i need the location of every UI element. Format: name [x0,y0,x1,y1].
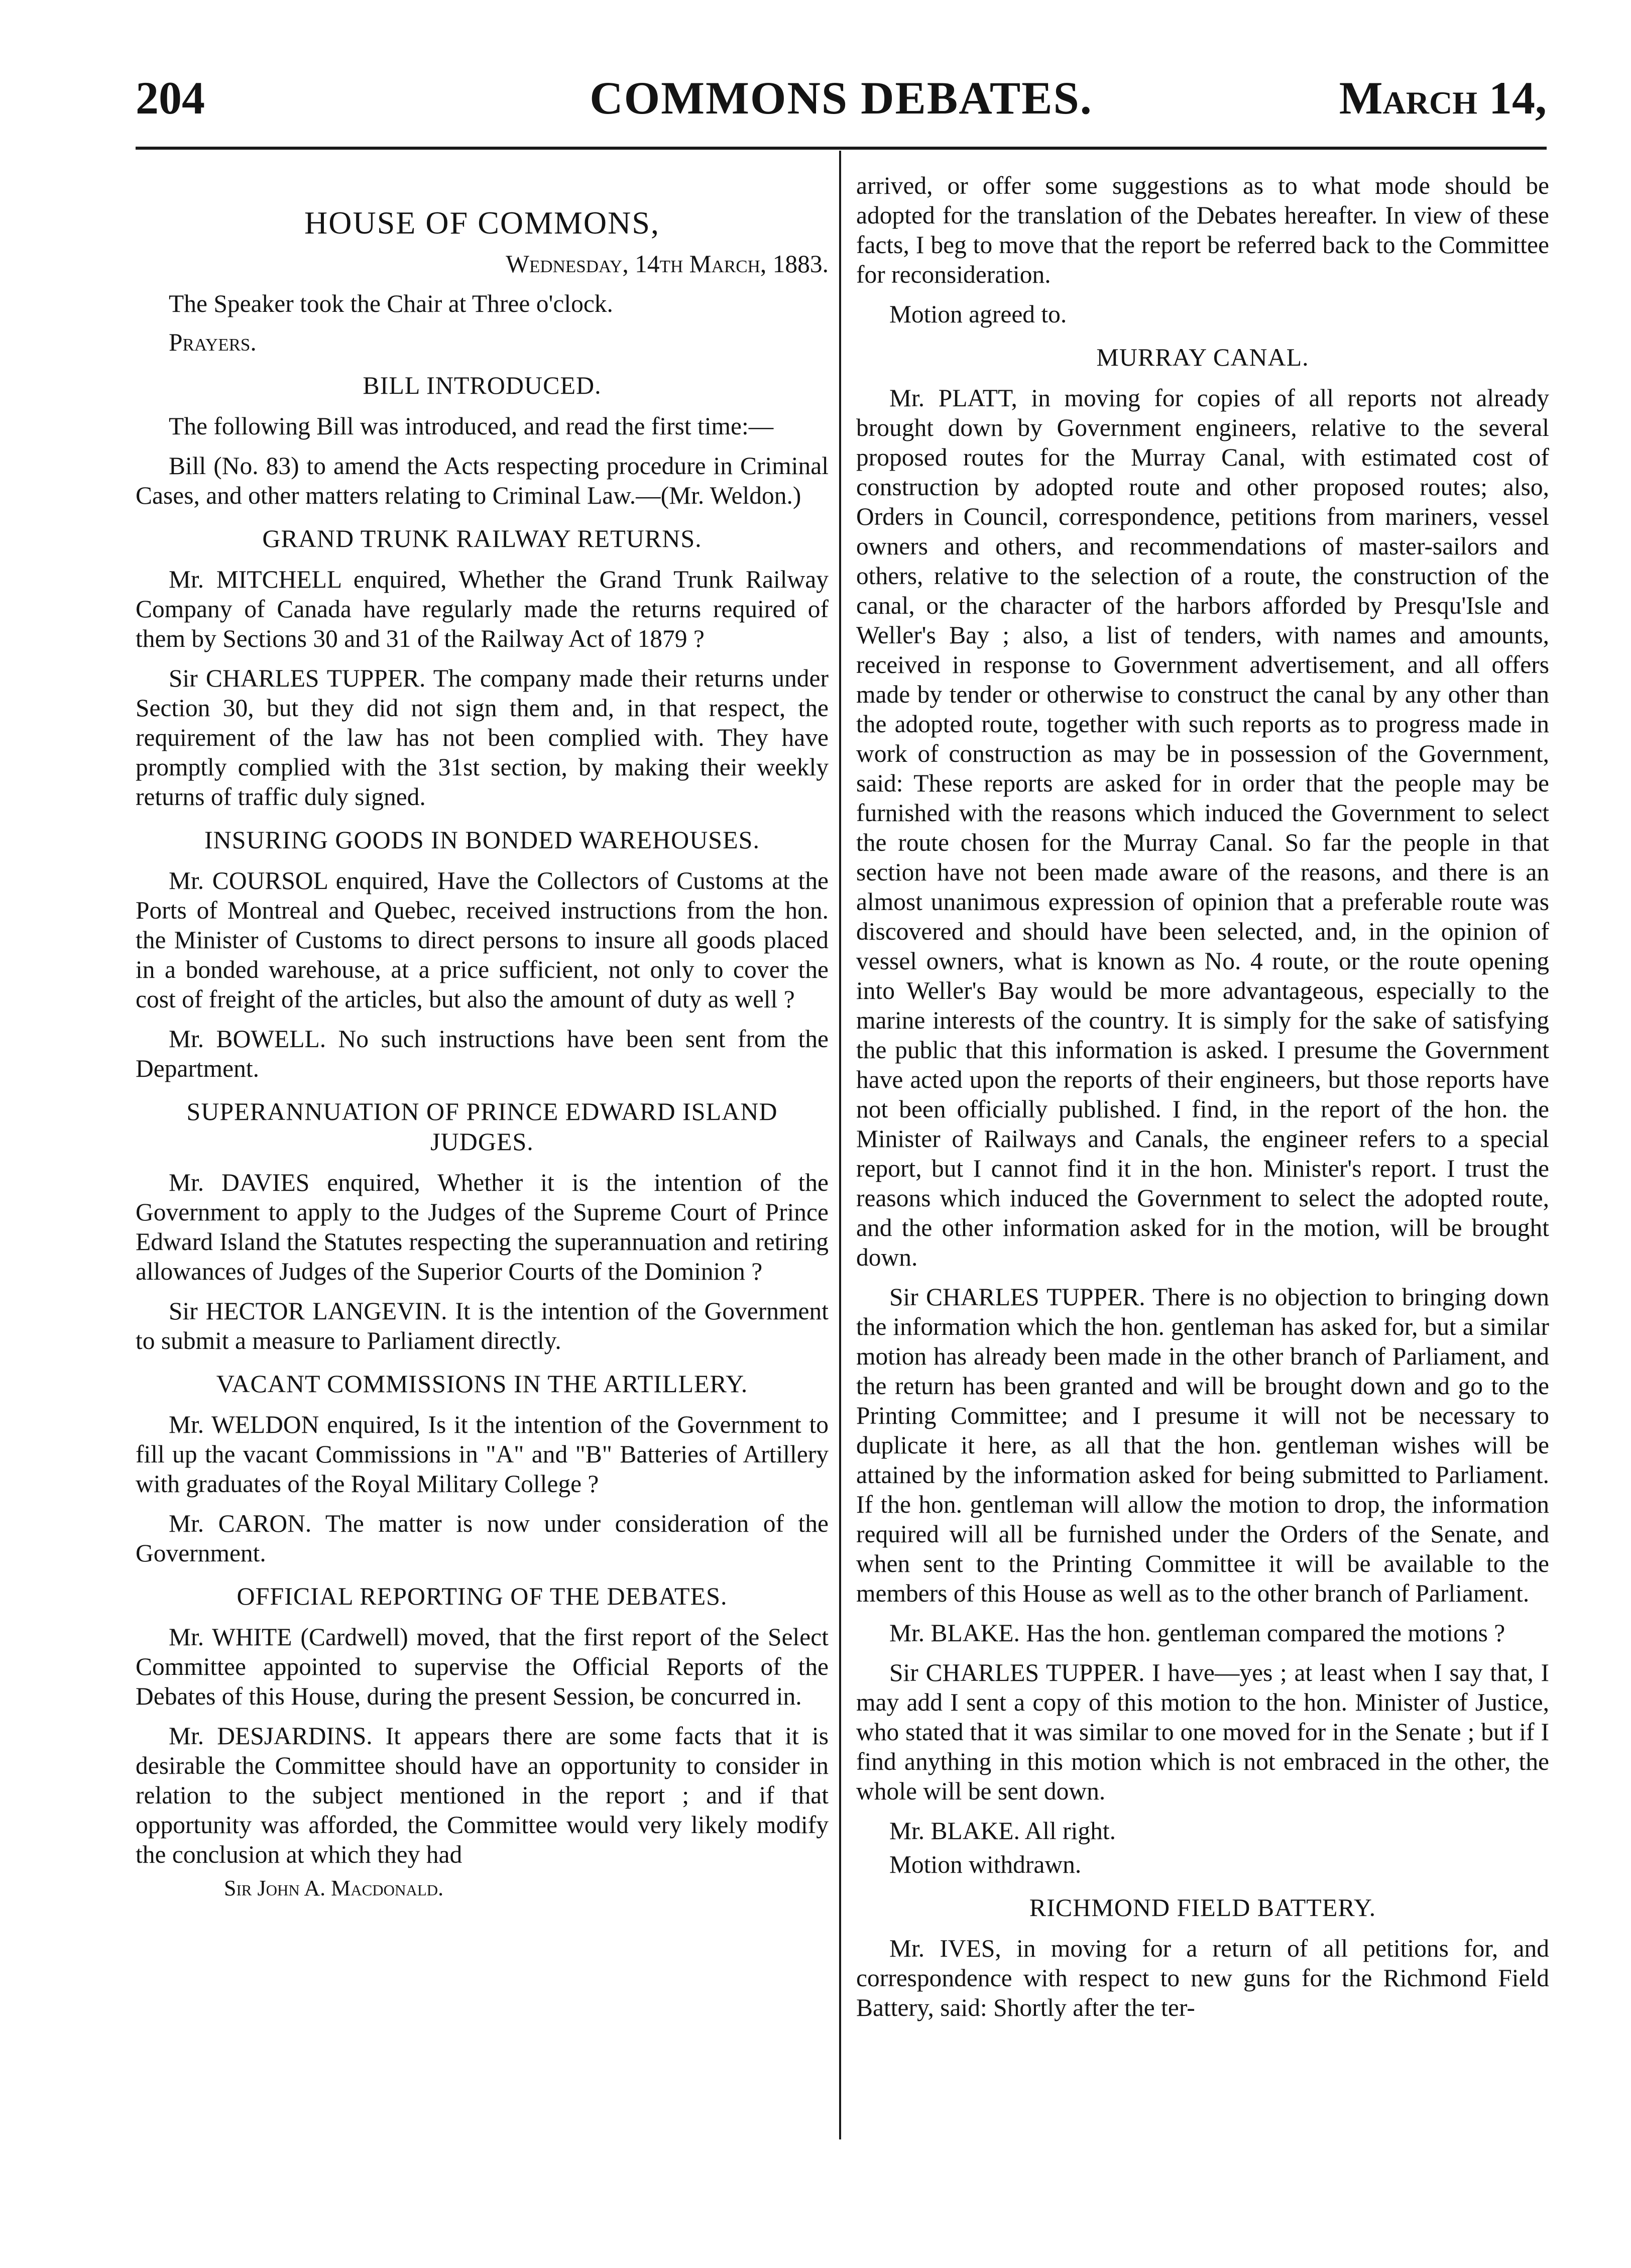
house-title: HOUSE OF COMMONS, [304,205,660,241]
page-number: 204 [136,72,205,124]
speaker-line: The Speaker took the Chair at Three o'clock. [169,290,613,317]
paragraph: Mr. BOWELL. No such instructions have been sent from the Department. [136,1025,829,1082]
section-heading: MURRAY CANAL. [1096,343,1309,371]
prayers-label: Prayers. [169,328,257,356]
paragraph: Mr. DESJARDINS. It appears there are some facts that it is desirable the Committee should have an opportunity to consider in relation to the subject mentioned in the report ; and if that opportunity was afforded, the Committee would very likely modify the conclusion at which they had [136,1722,829,1868]
sitting-date: Wednesday, 14th March, 1883. [506,250,829,278]
left-column [136,171,829,1913]
paragraph: Mr. PLATT, in moving for copies of all reports not already brought down by Government engineers, relative to the several proposed routes for the Murray Canal, with estimated cost of construction by adopted route and other proposed routes; also, Orders in Council, correspondence, petitions from mariners, vessel owners and others, and recommendations of master-sailors and others, relative to the selection of a route, the construction of the canal, or the character of the harbors afforded by Presqu'Isle and Weller's Bay ; also, a list of tenders, with names and amounts, received in response to Government advertisement, and all offers made by tender or otherwise to construct the canal by any other than the adopted route, together with such reports as to progress made in work of construction as may be in possession of the Government, said: These reports are asked for in order that the people may be furnished with the reasons which induced the Government to select the route chosen for the Murray Canal. So far the people in that section have not been made aware of the reasons, and there is an almost unanimous expression of opinion that a preferable route was discovered and should have been selected, and, in the opinion of vessel owners, what is known as No. 4 route, or the route opening into Weller's Bay would be more advantageous, especially to the marine interests of the country. It is simply for the sake of satisfying the public that this information is asked. I presume the Government have acted upon the reports of their engineers, but those reports have not been officially published. I find, in the report of the hon. the Minister of Railways and Canals, the engineer refers to a special report, but I cannot find it in the hon. Minister's report. I trust the reasons which induced the Government to select the adopted route, and the other information asked for in the motion, will be brought down. [856,384,1549,1271]
section-heading: GRAND TRUNK RAILWAY RETURNS. [262,524,702,552]
paragraph: Motion agreed to. [889,300,1067,328]
right-column [856,171,1549,2032]
speaker-signoff: Sir John A. Macdonald. [224,1876,444,1900]
section-heading: VACANT COMMISSIONS IN THE ARTILLERY. [216,1370,748,1398]
paragraph: Motion withdrawn. [889,1851,1082,1878]
paragraph: The following Bill was introduced, and read the first time:— [169,412,774,440]
section-heading: SUPERANNUATION OF PRINCE EDWARD ISLAND JUDGES. [186,1097,778,1156]
paragraph: Mr. COURSOL enquired, Have the Collectors of Customs at the Ports of Montreal and Quebec, received instructions from the hon. the Minister of Customs to direct persons to insure all goods placed in a bonded warehouse, at a price sufficient, not only to cover the cost of freight of the articles, but also the amount of duty as well ? [136,867,829,1013]
section-heading: OFFICIAL REPORTING OF THE DEBATES. [237,1582,728,1610]
paragraph: Mr. WELDON enquired, Is it the intention of the Government to fill up the vacant Commissions in "A" and "B" Batteries of Artillery with graduates of the Royal Military College ? [136,1411,829,1498]
section-heading: BILL INTRODUCED. [363,371,602,399]
paragraph: Mr. BLAKE. Has the hon. gentleman compared the motions ? [889,1619,1505,1647]
header-date: March 14, [1339,72,1547,124]
section-heading: RICHMOND FIELD BATTERY. [1029,1893,1376,1921]
section-heading: INSURING GOODS IN BONDED WAREHOUSES. [204,826,760,854]
paragraph: Mr. BLAKE. All right. [889,1817,1116,1845]
paragraph: Mr. MITCHELL enquired, Whether the Grand Trunk Railway Company of Canada have regularly made the returns required of them by Sections 30 and 31 of the Railway Act of 1879 ? [136,565,829,652]
running-header [136,70,1547,133]
paragraph: Mr. WHITE (Cardwell) moved, that the first report of the Select Committee appointed to supervise the Official Reports of the Debates of this House, during the present Session, be concurred in. [136,1623,829,1710]
page-title: COMMONS DEBATES. [590,72,1093,124]
paragraph: Mr. DAVIES enquired, Whether it is the intention of the Government to apply to the Judges of the Supreme Court of Prince Edward Island the Statutes respecting the superannuation and retiring allowances of Judges of the Superior Courts of the Dominion ? [136,1169,829,1285]
paragraph: Mr. IVES, in moving for a return of all petitions for, and correspondence with respect to new guns for the Richmond Field Battery, said: Shortly after the ter- [856,1935,1549,2021]
paragraph: Sir HECTOR LANGEVIN. It is the intention of the Government to submit a measure to Parliament directly. [136,1297,829,1354]
paragraph: Bill (No. 83) to amend the Acts respecting procedure in Criminal Cases, and other matters relating to Criminal Law.—(Mr. Weldon.) [136,452,829,509]
paragraph: Sir CHARLES TUPPER. The company made their returns under Section 30, but they did not sign them and, in that respect, the requirement of the law has not been complied with. They have promptly complied with the 31st section, by making their weekly returns of traffic duly signed. [136,664,829,811]
header-rule [136,147,1547,150]
paragraph: Sir CHARLES TUPPER. There is no objection to bringing down the information which the hon. gentleman has asked for, but a similar motion has already been made in the other branch of Parliament, and the return has been granted and will be brought down and go to the Printing Committee; and I presume it will not be necessary to duplicate it here, as all that the hon. gentleman wishes will be attained by the information asked for being submitted to Parliament. If the hon. gentleman will allow the motion to drop, the information required will all be furnished under the Orders of the Senate, and when sent to the Printing Committee it will be available to the members of this House as well as to the other branch of Parliament. [856,1283,1549,1607]
paragraph: Sir CHARLES TUPPER. I have—yes ; at least when I say that, I may add I sent a copy of this motion to the hon. Minister of Justice, who stated that it was similar to one moved for in the Senate ; but if I find anything in this motion which is not embraced in the other, the whole will be sent down. [856,1659,1549,1805]
column-divider [839,151,841,2139]
paragraph: Mr. CARON. The matter is now under consideration of the Government. [136,1510,829,1567]
paragraph: arrived, or offer some suggestions as to what mode should be adopted for the translation of the Debates hereafter. In view of these facts, I beg to move that the report be referred back to the Committee for reconsideration. [856,172,1549,288]
